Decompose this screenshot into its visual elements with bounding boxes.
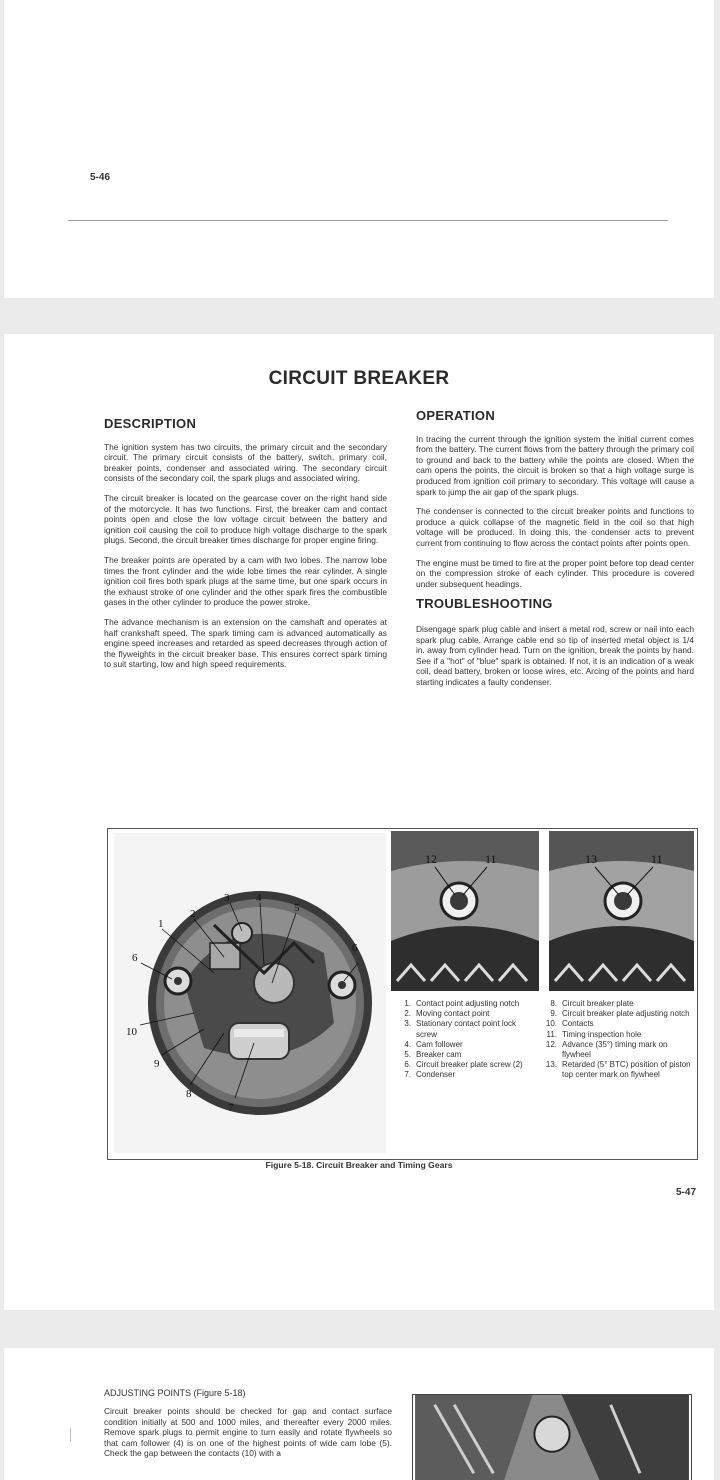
description-heading: DESCRIPTION: [104, 416, 197, 431]
operation-column: [416, 408, 694, 696]
description-paragraph: The ignition system has two circuits, the primary circuit and the secondary circuit. The primary circuit consists of the battery, switch, primary coil, breaker points, condenser and associated wiring. The secondary circuit consists of the secondary coil, the spark plugs and associated wiring.: [104, 441, 387, 484]
page-5-46: [4, 0, 714, 298]
figure-caption: Figure 5-18. Circuit Breaker and Timing Gears: [265, 1160, 453, 1170]
troubleshooting-paragraph: Disengage spark plug cable and insert a metal rod, screw or nail into each spark plug cable. Arrange cable end so tip of inserted metal object is 1/4 in. away from cylinder head. Turn on the ignition, break the points by hand. See if a "hot" of "blue" spark is obtained. If not, it is an indication of a weak coil, dead battery, broken or loose wires, etc. Arcing of the points and hard starting indicates a faulty condenser.: [416, 623, 694, 687]
adjusting-points-paragraph: Circuit breaker points should be checked for gap and contact surface condition initially at 500 and 1000 miles, and thereafter every 2000 miles. Remove spark plugs to permit engine to turn easily and rotate flywheels so that cam follower (4) is on one of the highest points of wide cam lobe (5). Check the gap between the contacts (10) with a: [104, 1406, 392, 1459]
callout-10: 10: [126, 1026, 137, 1038]
timing-advance-photo: [391, 831, 539, 991]
description-paragraph: The breaker points are operated by a cam with two lobes. The narrow lobe times the front cylinder and the wide lobe times the rear cylinder. A single ignition coil fires both spark plugs at the same time, but one spark occurs in the exhaust stroke of one cylinder and the other spark fires the combustible gases in the other cylinder to produce the power stroke.: [104, 554, 387, 608]
figure-legend-right: [540, 999, 696, 1081]
callout-5: 5: [294, 902, 300, 914]
figure-legend-left: [394, 999, 534, 1081]
legend-item: 9. Circuit breaker plate adjusting notch: [550, 1009, 690, 1019]
figure-5-18: [107, 828, 698, 1160]
divider: [68, 220, 668, 221]
callout-6-left: 6: [132, 952, 138, 964]
page-title: CIRCUIT BREAKER: [268, 368, 450, 389]
callout-9: 9: [154, 1058, 160, 1070]
legend-item: 2. Moving contact point: [404, 1009, 490, 1019]
operation-paragraph: In tracing the current through the ignition system the initial current comes from the battery. The current flows from the battery through the primary coil to ground and back to the battery while the points are closed. When the cam opens the points, the circuit is broken so that a high voltage surge is produced from ignition coil primary to secondary. This voltage will cause a spark to jump the air gap of the spark plugs.: [416, 433, 694, 497]
callout-8: 8: [186, 1088, 192, 1100]
adjusting-points-heading: ADJUSTING POINTS (Figure 5-18): [104, 1388, 246, 1398]
engine-photo: [412, 1394, 692, 1480]
legend-item: 12. Advance (35°) timing mark on flywheel: [545, 1039, 668, 1060]
legend-item: 5. Breaker cam: [404, 1050, 462, 1060]
operation-paragraph: The engine must be timed to fire at the proper point before top dead center on the compression stroke of each cylinder. This procedure is covered under subsequent headings.: [416, 557, 694, 589]
legend-item: 1. Contact point adjusting notch: [404, 999, 520, 1008]
legend-item: 11. Timing inspection hole: [546, 1029, 642, 1039]
callout-11: 11: [651, 852, 663, 866]
page-5-47: [4, 334, 714, 1310]
legend-item: 13. Retarded (5° BTC) position of piston top center mark on flywheel: [545, 1060, 691, 1080]
page-number: 5-46: [90, 172, 111, 183]
legend-item: 10. Contacts: [545, 1019, 594, 1029]
callout-7: 7: [228, 1102, 234, 1114]
description-paragraph: The advance mechanism is an extension on the camshaft and operates at half crankshaft speed. The spark timing cam is advanced automatically as engine speed increases and retarded as speed decreases through action of the flyweights in the circuit breaker base. This ensures correct spark timing to suit starting, low and high speed requirements.: [104, 616, 387, 670]
callout-6-right: 6: [352, 942, 358, 954]
timing-retard-photo: [549, 831, 694, 991]
legend-item: 4. Cam follower: [404, 1039, 463, 1049]
callout-2: 2: [190, 908, 196, 920]
legend-item: 3. Stationary contact point lock screw: [404, 1019, 517, 1039]
circuit-breaker-photo: [114, 833, 386, 1153]
callout-1: 1: [158, 918, 164, 930]
page-number: 5-47: [675, 1187, 696, 1198]
callout-12: 12: [425, 852, 437, 866]
legend-item: 8. Circuit breaker plate: [550, 999, 634, 1008]
troubleshooting-heading: TROUBLESHOOTING: [416, 596, 553, 612]
margin-mark: [70, 1428, 71, 1442]
page-5-48-partial: [4, 1348, 714, 1480]
callout-13: 13: [585, 852, 597, 866]
operation-heading: OPERATION: [416, 408, 496, 423]
callout-4: 4: [256, 892, 262, 904]
operation-paragraph: The condenser is connected to the circuit breaker points and functions to produce a quick collapse of the magnetic field in the coil so that high voltage will be produced. In doing this, the condenser acts to prevent current from continuing to flow across the contact points after points open.: [416, 506, 694, 548]
callout-3: 3: [224, 892, 230, 904]
description-paragraph: The circuit breaker is located on the gearcase cover on the right hand side of the motorcycle. It has two functions. First, the breaker cam and contact points open and close the low voltage circuit between the battery and ignition coil causing the coil to produce high voltage discharge to the spark plugs. Second, the circuit breaker times discharge for proper engine firing.: [104, 492, 387, 546]
description-column: [104, 416, 387, 679]
callout-11: 11: [485, 852, 497, 866]
legend-item: 7. Condenser: [404, 1070, 456, 1080]
legend-item: 6. Circuit breaker plate screw (2): [404, 1060, 523, 1070]
